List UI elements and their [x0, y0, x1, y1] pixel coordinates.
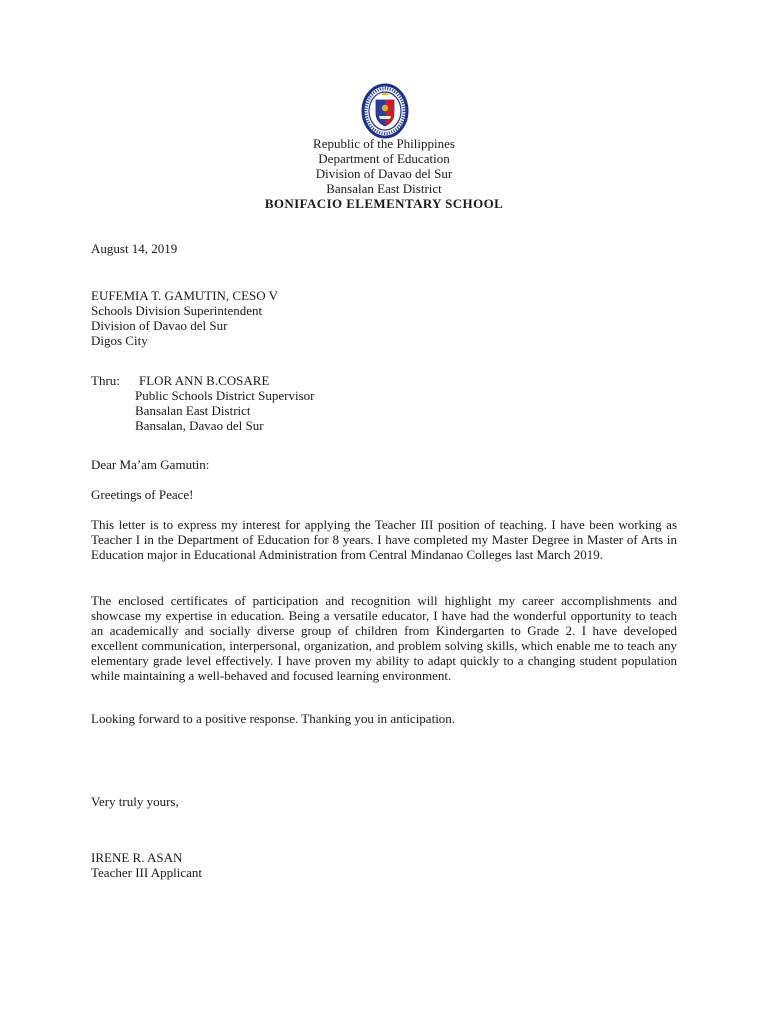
body-paragraph-2: The enclosed certificates of participation and recognition will highlight my career accomplishments and showcase my expertise in education. Being a versatile educator, I have had the wonderful opportunity to teach an academically and socially diverse group of children from Kindergarten to Grade 2. I have developed excellent communication, interpersonal, organization, and problem solving skills, which enable me to teach any elementary grade level effectively. I have proven my ability to adapt quickly to a changing student population while maintaining a well-behaved and focused learning environment. — [91, 593, 677, 683]
letter-date-block — [91, 241, 677, 256]
header-division: Division of Davao del Sur — [315, 166, 453, 181]
thru-block — [91, 373, 677, 433]
header-school-name: BONIFACIO ELEMENTARY SCHOOL — [264, 196, 504, 211]
deped-seal-icon — [350, 83, 420, 139]
letterhead — [0, 136, 768, 211]
body-paragraph-3: Looking forward to a positive response. Thanking you in anticipation. — [91, 711, 456, 726]
thru-district: Bansalan East District — [135, 403, 251, 418]
salutation: Dear Ma’am Gamutin: — [91, 457, 210, 472]
greeting-block — [91, 487, 677, 502]
letter-date: August 14, 2019 — [91, 241, 178, 256]
recipient-block — [91, 288, 677, 348]
thru-address: Bansalan, Davao del Sur — [135, 418, 264, 433]
thru-label: Thru: — [91, 373, 120, 388]
signatory-title: Teacher III Applicant — [91, 865, 202, 880]
header-department: Department of Education — [318, 151, 450, 166]
closing: Very truly yours, — [91, 794, 179, 809]
recipient-city: Digos City — [91, 333, 148, 348]
header-district: Bansalan East District — [326, 181, 442, 196]
salutation-block — [91, 457, 677, 472]
recipient-name: EUFEMIA T. GAMUTIN, CESO V — [91, 288, 279, 303]
recipient-title: Schools Division Superintendent — [91, 303, 263, 318]
signatory-name: IRENE R. ASAN — [91, 850, 183, 865]
closing-block — [91, 794, 677, 809]
thru-title: Public Schools District Supervisor — [135, 388, 315, 403]
thru-name: FLOR ANN B.COSARE — [139, 373, 270, 388]
greeting: Greetings of Peace! — [91, 487, 194, 502]
body-paragraph-1: This letter is to express my interest for applying the Teacher III position of teaching. I have been working as Teacher I in the Department of Education for 8 years. I have completed my Master Degree in Master of Arts in Education major in Educational Administration from Central Mindanao Colleges last March 2019. — [91, 517, 677, 562]
signature-block — [91, 850, 677, 880]
header-republic: Republic of the Philippines — [313, 136, 455, 151]
recipient-division: Division of Davao del Sur — [91, 318, 228, 333]
